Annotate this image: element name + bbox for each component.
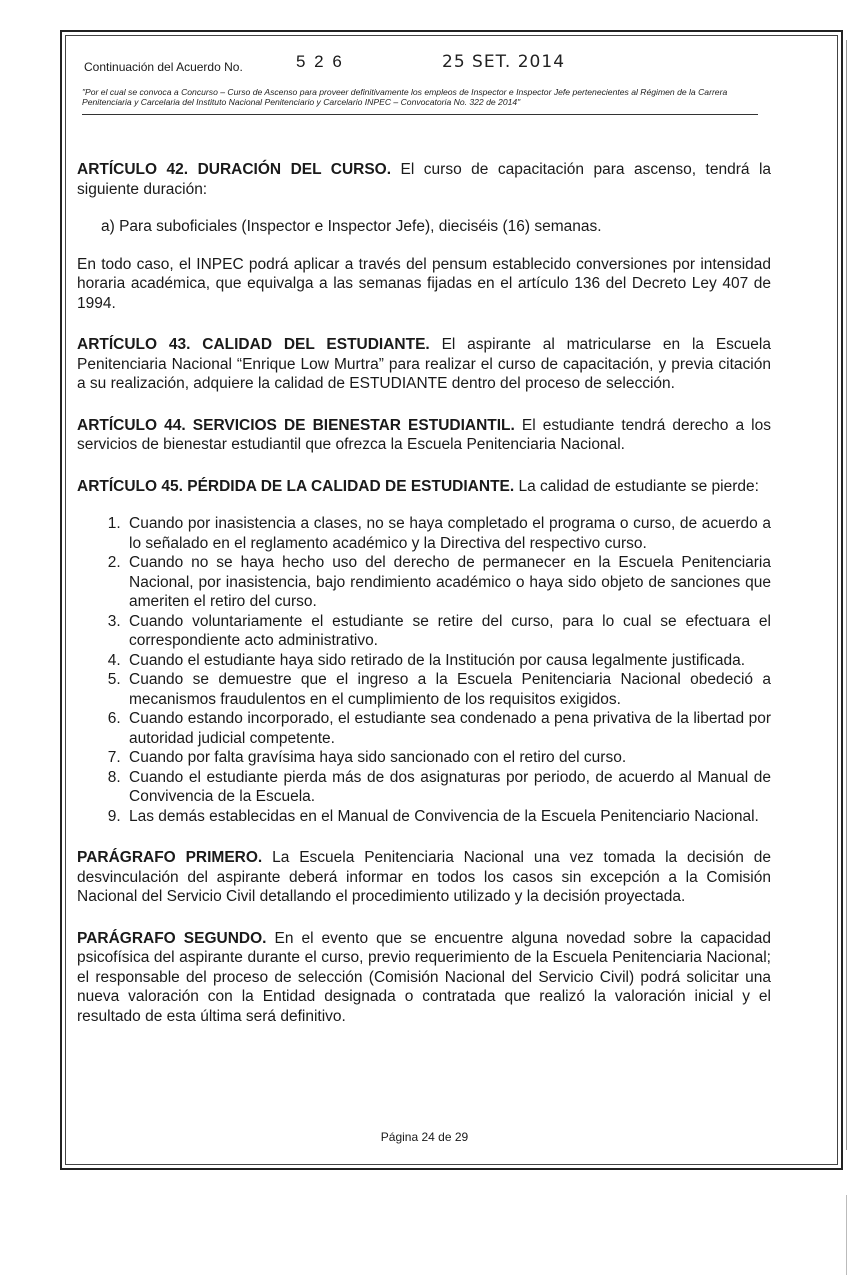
paragraph-first	[77, 848, 771, 907]
list-item: 6. Cuando estando incorporado, el estudiante sea condenado a pena privativa de la libertad por autoridad judicial competente.	[125, 709, 771, 748]
scan-edge-line-lower	[846, 1195, 847, 1275]
list-item: 1. Cuando por inasistencia a clases, no se haya completado el programa o curso, de acuerdo a lo señalado en el reglamento académico y la Directiva del respectivo curso.	[125, 514, 771, 553]
list-item: 3. Cuando voluntariamente el estudiante se retire del curso, para lo cual se efectuara el correspondiente acto administrativo.	[125, 612, 771, 651]
document-header	[82, 52, 782, 84]
article-45-text: La calidad de estudiante se pierde:	[518, 477, 759, 495]
paragraph-second-text: En el evento que se encuentre alguna novedad sobre la capacidad psicofísica del aspirante durante el curso, previo requerimiento de la Escuela Penitenciaria Nacional; el responsable del proceso de selección (Comisión Nacional del Servicio Civil) podrá solicitar una nueva valoración con la Entidad designada o contratada que realizó la valoración inicial y el resultado de esta última será definitivo.	[77, 929, 771, 1025]
article-42-text: El curso de capacitación para ascenso, tendrá la siguiente duración:	[77, 161, 772, 198]
paragraph-second-title: PARÁGRAFO SEGUNDO.	[77, 929, 267, 947]
agreement-number: 5 2 6	[296, 52, 344, 71]
paragraph-first-text: La Escuela Penitenciaria Nacional una vez tomada la decisión de desvinculación del aspirante deberá informar en todos los casos sin excepción a la Comisión Nacional del Servicio Civil detallando el procedimiento utilizado y la decisión proyectada.	[77, 849, 771, 905]
article-44-title: ARTÍCULO 44. SERVICIOS DE BIENESTAR ESTUDIANTIL.	[77, 416, 515, 434]
document-body	[77, 160, 771, 1026]
list-item: 9. Las demás establecidas en el Manual de Convivencia de la Escuela Penitenciario Nacional.	[125, 807, 771, 827]
article-42-title: ARTÍCULO 42. DURACIÓN DEL CURSO.	[77, 161, 392, 178]
scan-edge-line	[846, 40, 847, 1150]
page-number: Página 24 de 29	[380, 1130, 469, 1144]
article-43-title: ARTÍCULO 43. CALIDAD DEL ESTUDIANTE.	[77, 336, 430, 353]
article-43-text: El aspirante al matricularse en la Escuela Penitenciaria Nacional “Enrique Low Murtra” para realizar el curso de capacitación, y previa citación a su realización, adquiere la calidad de ESTUDIANTE dentro del proceso de selección.	[77, 336, 771, 392]
article-42-paragraph: En todo caso, el INPEC podrá aplicar a través del pensum establecido conversiones por intensidad horaria académica, que equivalga a las semanas fijadas en el artículo 136 del Decreto Ley 407 de 1994.	[77, 255, 771, 312]
article-45-title: ARTÍCULO 45. PÉRDIDA DE LA CALIDAD DE ESTUDIANTE.	[77, 477, 515, 495]
document-subtitle: "Por el cual se convoca a Concurso – Curso de Ascenso para proveer definitivamente los empleos de Inspector e Inspector Jefe pertenecientes al Régimen de la Carrera Penitenciaria y Carcelaria del Instituto Nacional Penitenciario y Carcelario INPEC – Convocatoria No. 322 de 2014"	[82, 87, 728, 107]
list-item: 2. Cuando no se haya hecho uso del derecho de permanecer en la Escuela Penitenciaria Nacional, por inasistencia, bajo rendimiento académico o haya sido objeto de sanciones que ameriten el retiro del curso.	[125, 553, 771, 612]
article-44	[77, 416, 771, 455]
header-divider	[82, 114, 758, 115]
article-42	[77, 160, 771, 199]
article-43	[77, 335, 771, 394]
paragraph-second	[77, 929, 771, 1027]
article-45	[77, 477, 771, 497]
article-45-list	[77, 514, 771, 826]
article-44-text: El estudiante tendrá derecho a los servicios de bienestar estudiantil que ofrezca la Escuela Penitenciaria Nacional.	[77, 416, 771, 453]
list-item: 7. Cuando por falta gravísima haya sido sancionado con el retiro del curso.	[125, 748, 771, 768]
continuation-label: Continuación del Acuerdo No.	[84, 60, 243, 74]
list-item: 4. Cuando el estudiante haya sido retirado de la Institución por causa legalmente justificada.	[125, 651, 771, 671]
date-stamp: 25 SET. 2014	[442, 52, 566, 72]
article-42-item-a: a) Para suboficiales (Inspector e Inspector Jefe), dieciséis (16) semanas.	[101, 218, 602, 235]
list-item: 8. Cuando el estudiante pierda más de dos asignaturas por periodo, de acuerdo al Manual de Convivencia de la Escuela.	[125, 768, 771, 807]
list-item: 5. Cuando se demuestre que el ingreso a la Escuela Penitenciaria Nacional obedeció a mecanismos fraudulentos en el cumplimiento de los requisitos exigidos.	[125, 670, 771, 709]
paragraph-first-title: PARÁGRAFO PRIMERO.	[77, 849, 263, 866]
